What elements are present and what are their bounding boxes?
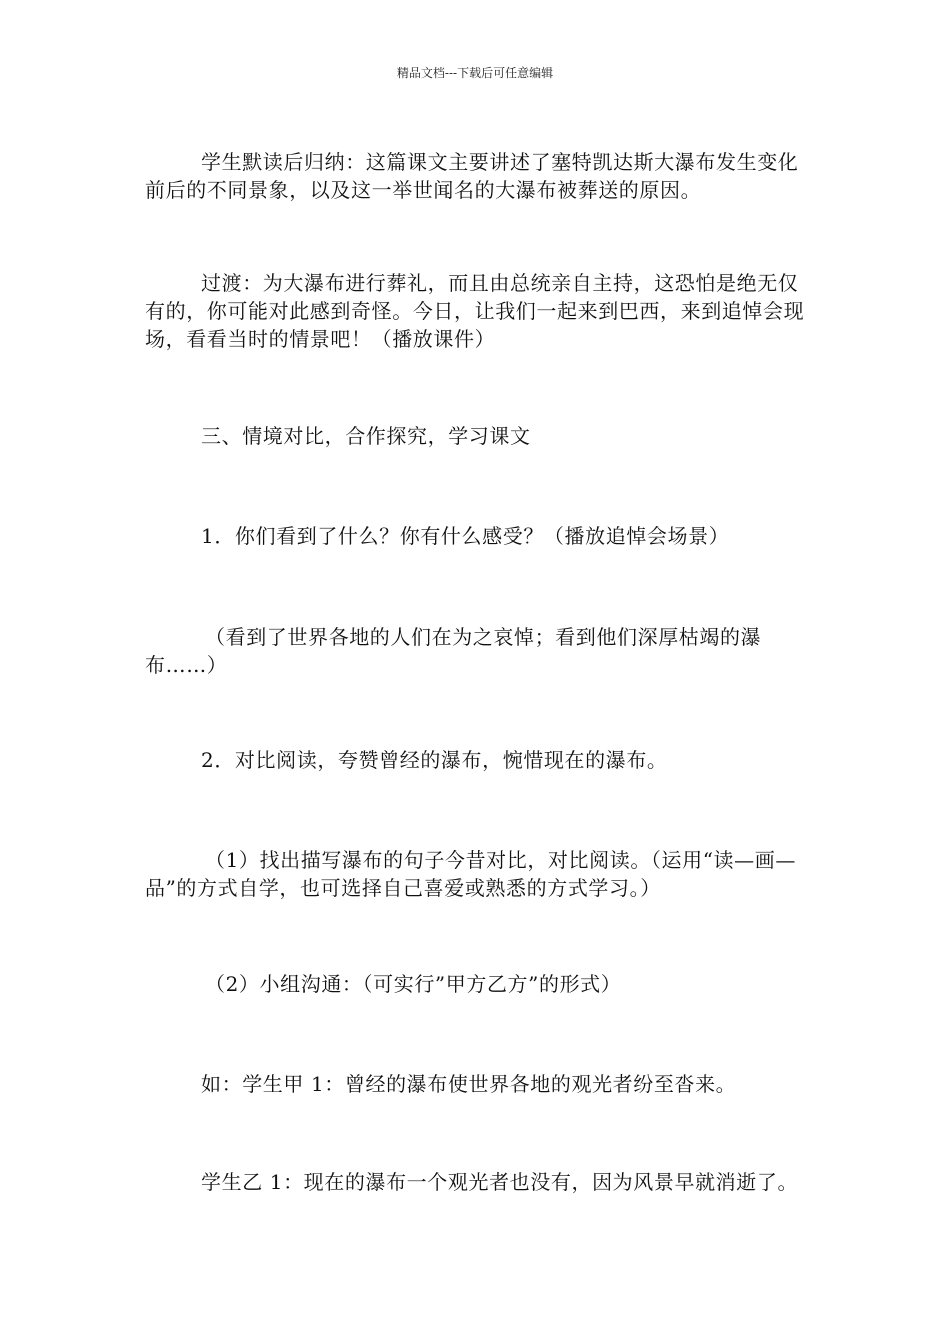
paragraph-step-1: （1）找出描写瀑布的句子今昔对比，对比阅读。（运用“读—画—品”的方式自学，也可选择自己喜爱或熟悉的方式学习。） xyxy=(145,848,796,900)
paragraph-example-b1: 学生乙 1：现在的瀑布一个观光者也没有，因为风景早就消逝了。 xyxy=(201,1170,799,1194)
paragraph-example-a1: 如：学生甲 1：曾经的瀑布使世界各地的观光者纷至沓来。 xyxy=(201,1072,737,1096)
section-heading-3: 三、情境对比，合作探究，学习课文 xyxy=(201,424,531,448)
page-header: 精品文档---下载后可任意编辑 xyxy=(396,66,554,80)
paragraph-question-2: 2．对比阅读，夸赞曾经的瀑布，惋惜现在的瀑布。 xyxy=(201,748,668,772)
paragraph-transition: 过渡：为大瀑布进行葬礼，而且由总统亲自主持，这恐怕是绝无仅有的，你可能对此感到奇怪。今日，让我们一起来到巴西，来到追悼会现场，看看当时的情景吧！（播放课件） xyxy=(145,271,805,351)
paragraph-answer-1: （看到了世界各地的人们在为之哀悼；看到他们深厚枯竭的瀑布……） xyxy=(145,625,762,677)
paragraph-summary: 学生默读后归纳：这篇课文主要讲述了塞特凯达斯大瀑布发生变化前后的不同景象，以及这一举世闻名的大瀑布被葬送的原因。 xyxy=(145,150,799,202)
paragraph-question-1: 1．你们看到了什么？你有什么感受？（播放追悼会场景） xyxy=(201,524,730,548)
paragraph-step-2: （2）小组沟通：（可实行”甲方乙方”的形式） xyxy=(205,972,622,996)
